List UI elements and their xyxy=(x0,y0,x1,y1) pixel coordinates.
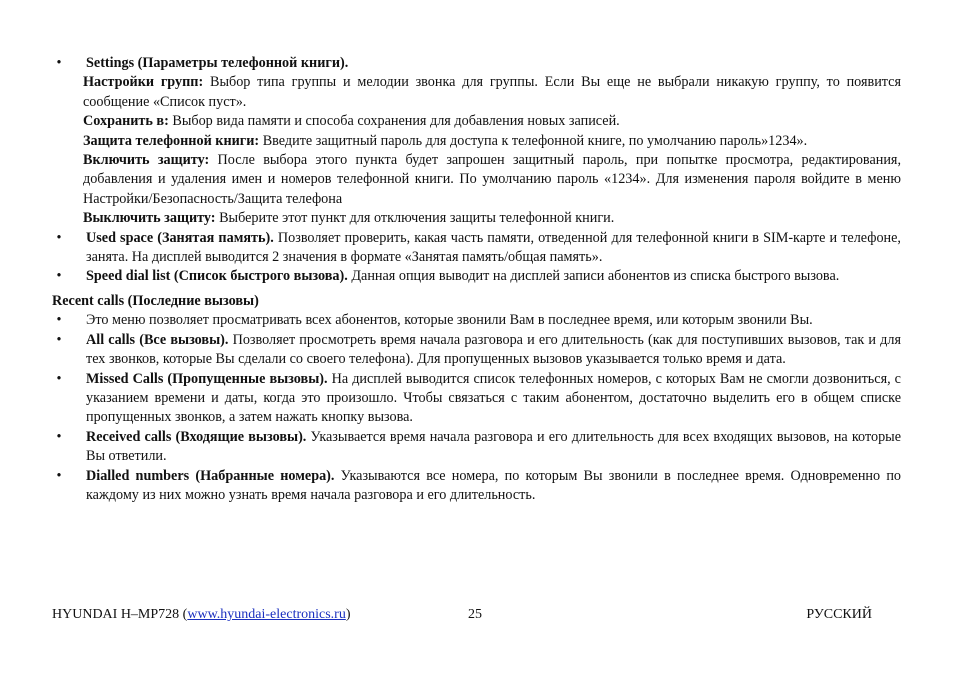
settings-item-label: Выключить защиту: xyxy=(83,210,216,227)
used-space-label: Used space (Занятая память). xyxy=(86,229,274,246)
settings-item-label: Сохранить в: xyxy=(83,113,169,130)
recent-calls-item-label: Dialled numbers (Набранные номера). xyxy=(86,467,335,484)
footer-brand-end: ) xyxy=(345,607,351,622)
footer-brand-text: HYUNDAI H–MP728 ( xyxy=(52,607,188,622)
missed-calls-bullet xyxy=(52,370,901,428)
recent-calls-item-label: Missed Calls (Пропущенные вызовы). xyxy=(86,370,328,387)
settings-item-label: Защита телефонной книги: xyxy=(83,132,260,149)
settings-item-label: Настройки групп: xyxy=(83,74,204,91)
settings-item-enable-protection xyxy=(52,151,901,209)
recent-calls-item-text: Указывается время начала разговора и его длительность для всех входящих вызовов, на которые Вы ответили. xyxy=(86,428,901,465)
dialled-numbers-bullet xyxy=(52,467,901,506)
settings-title: Settings (Параметры телефонной книги). xyxy=(86,55,349,71)
bullet-marker: • xyxy=(56,331,62,348)
page-number: 25 xyxy=(468,607,482,622)
used-space-bullet xyxy=(52,229,901,268)
bullet-marker: • xyxy=(56,467,62,484)
speed-dial-text: Данная опция выводит на дисплей записи абонентов из списка быстрого вызова. xyxy=(347,268,840,285)
settings-item-text: Введите защитный пароль для доступа к телефонной книге, по умолчанию пароль»1234». xyxy=(259,132,808,149)
recent-calls-heading: Recent calls (Последние вызовы) xyxy=(52,292,259,309)
bullet-marker: • xyxy=(56,370,62,387)
footer-website-link[interactable]: www.hyundai-electronics.ru xyxy=(187,607,346,622)
bullet-marker: • xyxy=(56,268,62,285)
settings-item-label: Включить защиту: xyxy=(83,152,210,169)
bullet-marker: • xyxy=(56,428,62,445)
used-space-text: Позволяет проверить, какая часть памяти, отведенной для телефонной книги в SIM-карте и телефоне, занята. На дисплей выводится 2 значения в формате «Занятая память/общая память». xyxy=(86,229,901,266)
speed-dial-bullet xyxy=(52,267,901,286)
footer-language: РУССКИЙ xyxy=(806,607,872,622)
recent-calls-item-text: Указываются все номера, по которым Вы звонили в последнее время. Одновременно по каждому из них можно узнать время начала разговора и его длительность. xyxy=(86,467,902,503)
settings-item-save-to xyxy=(52,112,901,131)
all-calls-bullet xyxy=(52,331,901,370)
recent-calls-item-label: Received calls (Входящие вызовы). xyxy=(86,428,307,445)
recent-calls-item-text: Позволяет просмотреть время начала разговора и его длительность (как для поступивших вызовов, так и для тех звонков, которые Вы сделали со своего телефона). Для пропущенных вызовов указывается только время и дата. xyxy=(86,331,901,368)
document-body xyxy=(52,54,901,505)
bullet-marker: • xyxy=(56,229,62,246)
settings-item-groups xyxy=(52,73,901,112)
page-footer xyxy=(52,605,872,625)
settings-item-text: Выбор вида памяти и способа сохранения для добавления новых записей. xyxy=(168,113,620,130)
settings-bullet xyxy=(52,54,901,73)
recent-calls-intro-bullet xyxy=(52,311,901,330)
recent-calls-intro: Это меню позволяет просматривать всех абонентов, которые звонили Вам в последнее время, или которым звонили Вы. xyxy=(86,312,813,329)
settings-item-text: После выбора этого пункта будет запрошен защитный пароль, при попытке просмотра, редактирования, добавления и удаления имен и номеров телефонной книги. По умолчанию пароль «1234». Для изменения пароля войдите в меню Настройки/Безопасность/Защита телефона xyxy=(83,152,901,207)
settings-item-text: Выберите этот пункт для отключения защиты телефонной книги. xyxy=(215,210,615,227)
settings-item-protection xyxy=(52,132,901,151)
recent-calls-item-label: All calls (Все вызовы). xyxy=(86,331,229,348)
received-calls-bullet xyxy=(52,428,901,467)
speed-dial-label: Speed dial list (Список быстрого вызова). xyxy=(86,268,348,285)
recent-calls-item-text: На дисплей выводится список телефонных номеров, с которых Вам не смогли дозвониться, с указанием времени и даты, когда это произошло. Чтобы связаться с таким абонентом, достаточно выделить его в общем списке пропущенных звонков, а затем нажать кнопку вызова. xyxy=(86,370,901,426)
settings-item-text: Выбор типа группы и мелодии звонка для группы. Если Вы еще не выбрали никакую группу, то появится сообщение «Список пуст». xyxy=(83,74,901,110)
bullet-marker: • xyxy=(56,55,62,71)
footer-brand xyxy=(52,605,351,625)
bullet-marker: • xyxy=(56,312,62,329)
settings-item-disable-protection xyxy=(52,209,901,228)
